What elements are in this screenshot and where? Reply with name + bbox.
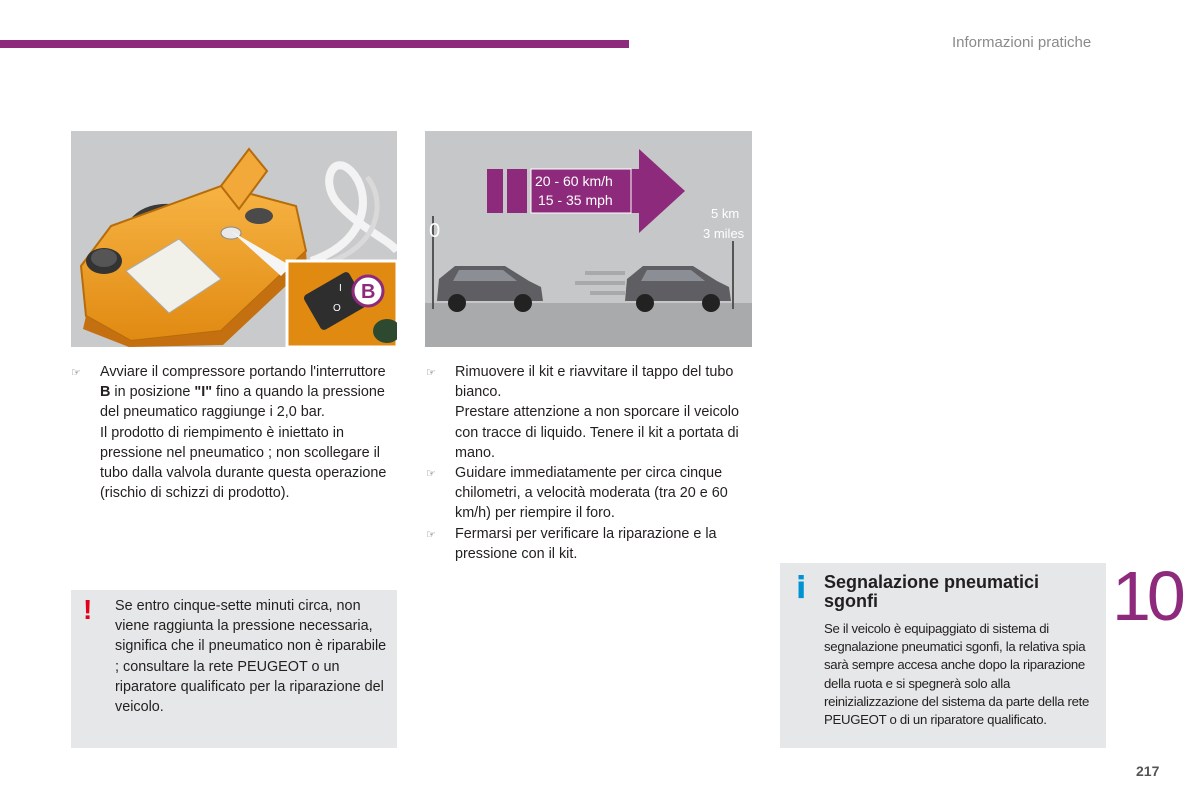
switch-mark-off: O: [333, 303, 341, 314]
instructions-left: [71, 362, 396, 503]
hand-pointer-icon: ☞: [426, 468, 436, 481]
hand-pointer-icon: ☞: [426, 367, 436, 379]
hand-pointer-icon: ☞: [71, 367, 81, 379]
info-box: [780, 563, 1106, 748]
drive-speed-illustration: [425, 131, 752, 347]
warning-text: Se entro cinque-sette minuti circa, non viene raggiunta la pressione necessaria, significa che il pneumatico non è riparabile ; consultare la rete PEUGEOT o un riparatore qualificato per la riparazione del veicolo.: [115, 598, 387, 716]
list-item: ☞ Avviare il compressore portando l'interruttore B in posizione "I" fino a quando la pressione del pneumatico raggiunge i 2,0 bar. Il prodotto di riempimento è iniettato in pressione nel pneumatico ; non scollegare il tubo dalla valvola durante questa operazione (rischio di schizzi di prodotto).: [71, 362, 396, 503]
section-title: Informazioni pratiche: [952, 34, 1092, 51]
compressor-illustration: [71, 131, 397, 347]
page-number: 217: [1136, 763, 1160, 779]
list-item: ☞ Rimuovere il kit e riavvitare il tappo del tubo bianco. Prestare attenzione a non sporcare il veicolo con tracce di liquido. Tenere il kit a portata di mano.: [426, 362, 756, 463]
chapter-number: 10: [1112, 557, 1182, 635]
instruction-note: Prestare attenzione a non sporcare il veicolo con tracce di liquido. Tenere il kit a portata di mano.: [455, 404, 739, 461]
instructions-right: [426, 362, 756, 564]
switch-mark-on: I: [339, 283, 342, 294]
start-marker-label: 0: [429, 220, 441, 242]
warning-box: [71, 590, 397, 748]
info-icon: i: [796, 571, 807, 606]
info-text: Se il veicolo è equipaggiato di sistema di segnalazione pneumatici sgonfi, la relativa spia sarà sempre accesa anche dopo la riparazione della ruota e si spegnerà solo alla reinizializzazione del sistema da parte della rete PEUGEOT o di un riparatore qualificato.: [824, 621, 1090, 728]
callout-letter-b: B: [361, 281, 376, 303]
drive-speed-drawing: [425, 131, 752, 347]
distance-km-label: 5 km: [711, 206, 740, 221]
compressor-drawing: [71, 131, 397, 347]
info-title: Segnalazione pneumatici sgonfi: [824, 572, 1040, 611]
instruction-note: Il prodotto di riempimento è iniettato in pressione nel pneumatico ; non scollegare il tubo dalla valvola durante questa operazione (rischio di schizzi di prodotto).: [100, 424, 387, 502]
hand-pointer-icon: ☞: [426, 528, 436, 541]
list-item: ☞ Guidare immediatamente per circa cinque chilometri, a velocità moderata (tra 20 e 60 km/h) per riempire il foro.: [426, 465, 728, 522]
speed-kmh-label: 20 - 60 km/h: [535, 173, 613, 189]
list-item: ☞ Fermarsi per verificare la riparazione e la pressione con il kit.: [426, 525, 717, 562]
warning-icon: !: [83, 594, 93, 625]
distance-miles-label: 3 miles: [703, 226, 745, 241]
speed-mph-label: 15 - 35 mph: [538, 192, 613, 208]
chapter-color-bar: [0, 40, 629, 48]
